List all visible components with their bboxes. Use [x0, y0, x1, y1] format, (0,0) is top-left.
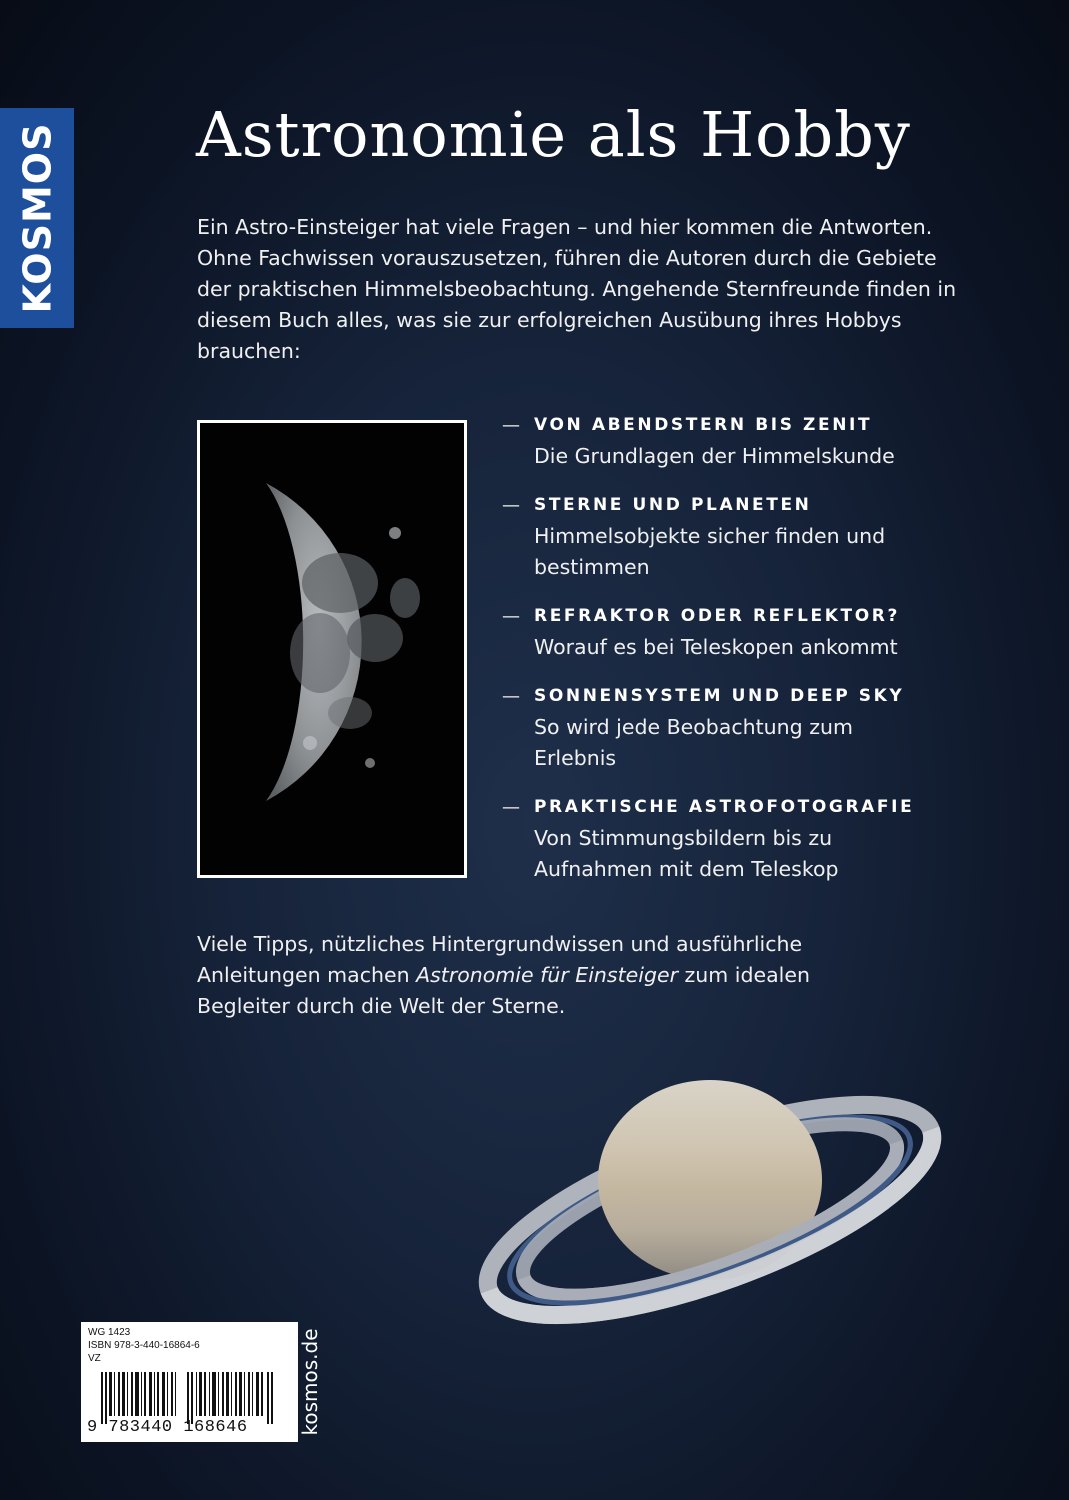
- publisher-logo: KOSMOS: [15, 122, 59, 314]
- feature-description: Himmelsobjekte sicher finden und bestimmen: [534, 524, 886, 579]
- wg-code: WG 1423: [88, 1327, 131, 1338]
- feature-heading: — VON ABENDSTERN BIS ZENIT: [534, 415, 873, 435]
- moon-photo: [197, 420, 467, 878]
- feature-description: So wird jede Beobachtung zum Erlebnis: [534, 715, 853, 770]
- feature-heading: — STERNE UND PLANETEN: [534, 495, 812, 515]
- list-item: [502, 601, 1022, 663]
- barcode-icon: [91, 1372, 291, 1424]
- list-item: [502, 681, 1022, 774]
- list-item: [502, 410, 1022, 472]
- outro-after: zum idealen Begleiter durch die Welt der Sterne.: [197, 963, 810, 1018]
- feature-description: Von Stimmungsbildern bis zu Aufnahmen mit dem Teleskop: [534, 826, 839, 881]
- list-item: [502, 792, 1022, 885]
- barcode-label: [81, 1322, 298, 1442]
- list-item: [502, 490, 1022, 583]
- saturn-icon: [460, 1060, 960, 1360]
- book-title: Astronomie als Hobby: [196, 98, 911, 171]
- outro-text: [197, 929, 857, 1022]
- publisher-tab: [0, 108, 74, 328]
- feature-description: Die Grundlagen der Himmelskunde: [534, 444, 895, 468]
- isbn-text: ISBN 978-3-440-16864-6: [88, 1340, 200, 1351]
- barcode-digits: 9 783440 168646: [87, 1418, 248, 1437]
- feature-heading: — REFRAKTOR ODER REFLEKTOR?: [534, 606, 900, 626]
- feature-heading: — SONNENSYSTEM UND DEEP SKY: [534, 686, 905, 706]
- website-label-wrap: [300, 1322, 320, 1442]
- website-url[interactable]: kosmos.de: [298, 1328, 322, 1436]
- intro-text: Ein Astro-Einsteiger hat viele Fragen – und hier kommen die Antworten. Ohne Fachwissen vorauszusetzen, führen die Autoren durch die Gebiete der praktischen Himmelsbeobachtung. Angehende Sternfreunde finden in diesem Buch alles, was sie zur erfolgreichen Ausübung ihres Hobbys brauchen:: [197, 215, 957, 363]
- feature-heading: — PRAKTISCHE ASTROFOTOGRAFIE: [534, 797, 915, 817]
- feature-description: Worauf es bei Teleskopen ankommt: [534, 635, 898, 659]
- feature-list: [502, 410, 1022, 903]
- outro-book-title: Astronomie für Einsteiger: [416, 963, 679, 987]
- vz-text: VZ: [88, 1353, 101, 1364]
- outro-before: Viele Tipps, nützliches Hintergrundwissen und ausführliche Anleitungen machen: [197, 932, 803, 987]
- moon-icon: [200, 423, 464, 875]
